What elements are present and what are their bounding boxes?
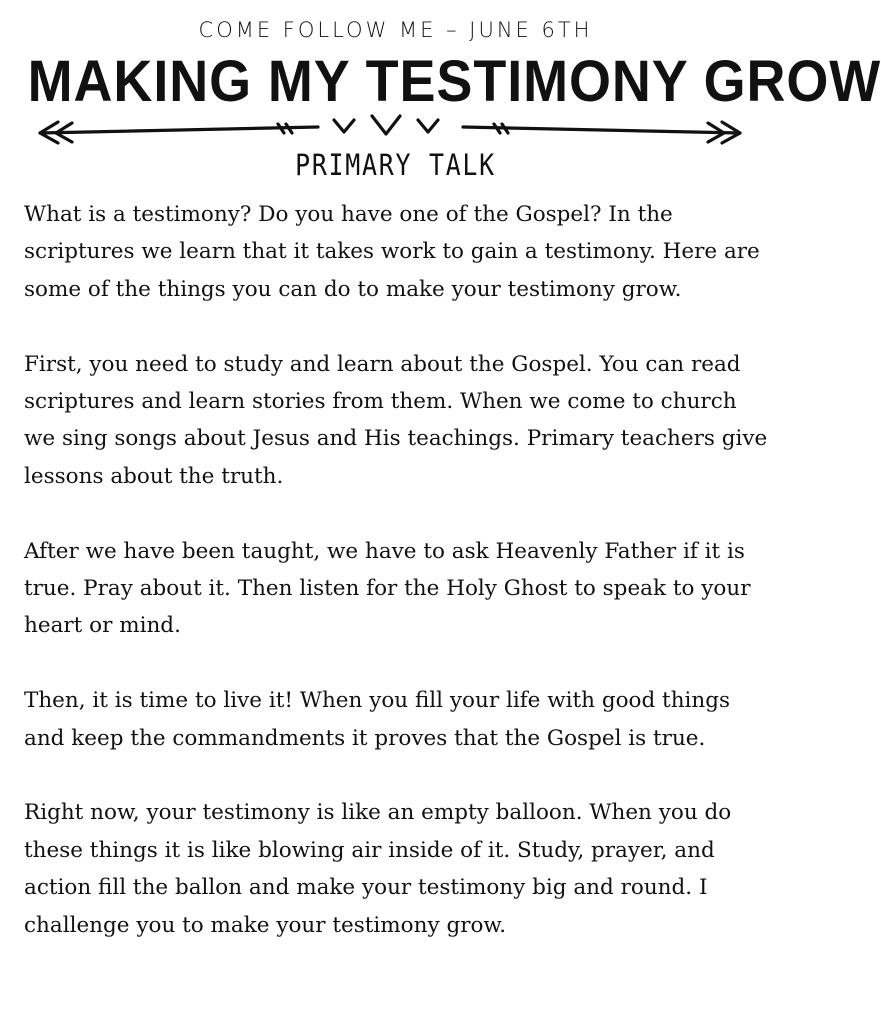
page-title: MAKING MY TESTIMONY GROW xyxy=(27,49,881,114)
paragraph: First, you need to study and learn about the Gospel. You can read scriptures and learn stories from them. When we come to church we sing songs about Jesus and His teachings. Primary teachers give lessons about the truth. xyxy=(24,351,768,489)
paragraph: After we have been taught, we have to ask Heavenly Father if it is true. Pray about it. Then listen for the Holy Ghost to speak to your heart or mind. xyxy=(24,538,751,639)
chevron-cluster-icon xyxy=(334,116,438,134)
right-arrow-icon xyxy=(463,122,740,143)
talk-body xyxy=(24,196,774,981)
paragraph: What is a testimony? Do you have one of the Gospel? In the scriptures we learn that it takes work to gain a testimony. Here are some of the things you can do to make your testimony grow. xyxy=(24,202,760,302)
paragraph: Then, it is time to live it! When you fill your life with good things and keep the commandments it proves that the Gospel is true. xyxy=(24,688,731,751)
talk-label: PRIMARY TALK xyxy=(295,148,496,182)
left-arrow-icon xyxy=(40,122,318,143)
paragraph: Right now, your testimony is like an empty balloon. When you do these things it is like blowing air inside of it. Study, prayer, and action fill the ballon and make your testimony big and round. I challenge you to make your testimony grow. xyxy=(24,800,732,938)
subtitle: COME FOLLOW ME – JUNE 6TH xyxy=(198,18,593,42)
arrow-divider xyxy=(0,110,791,150)
